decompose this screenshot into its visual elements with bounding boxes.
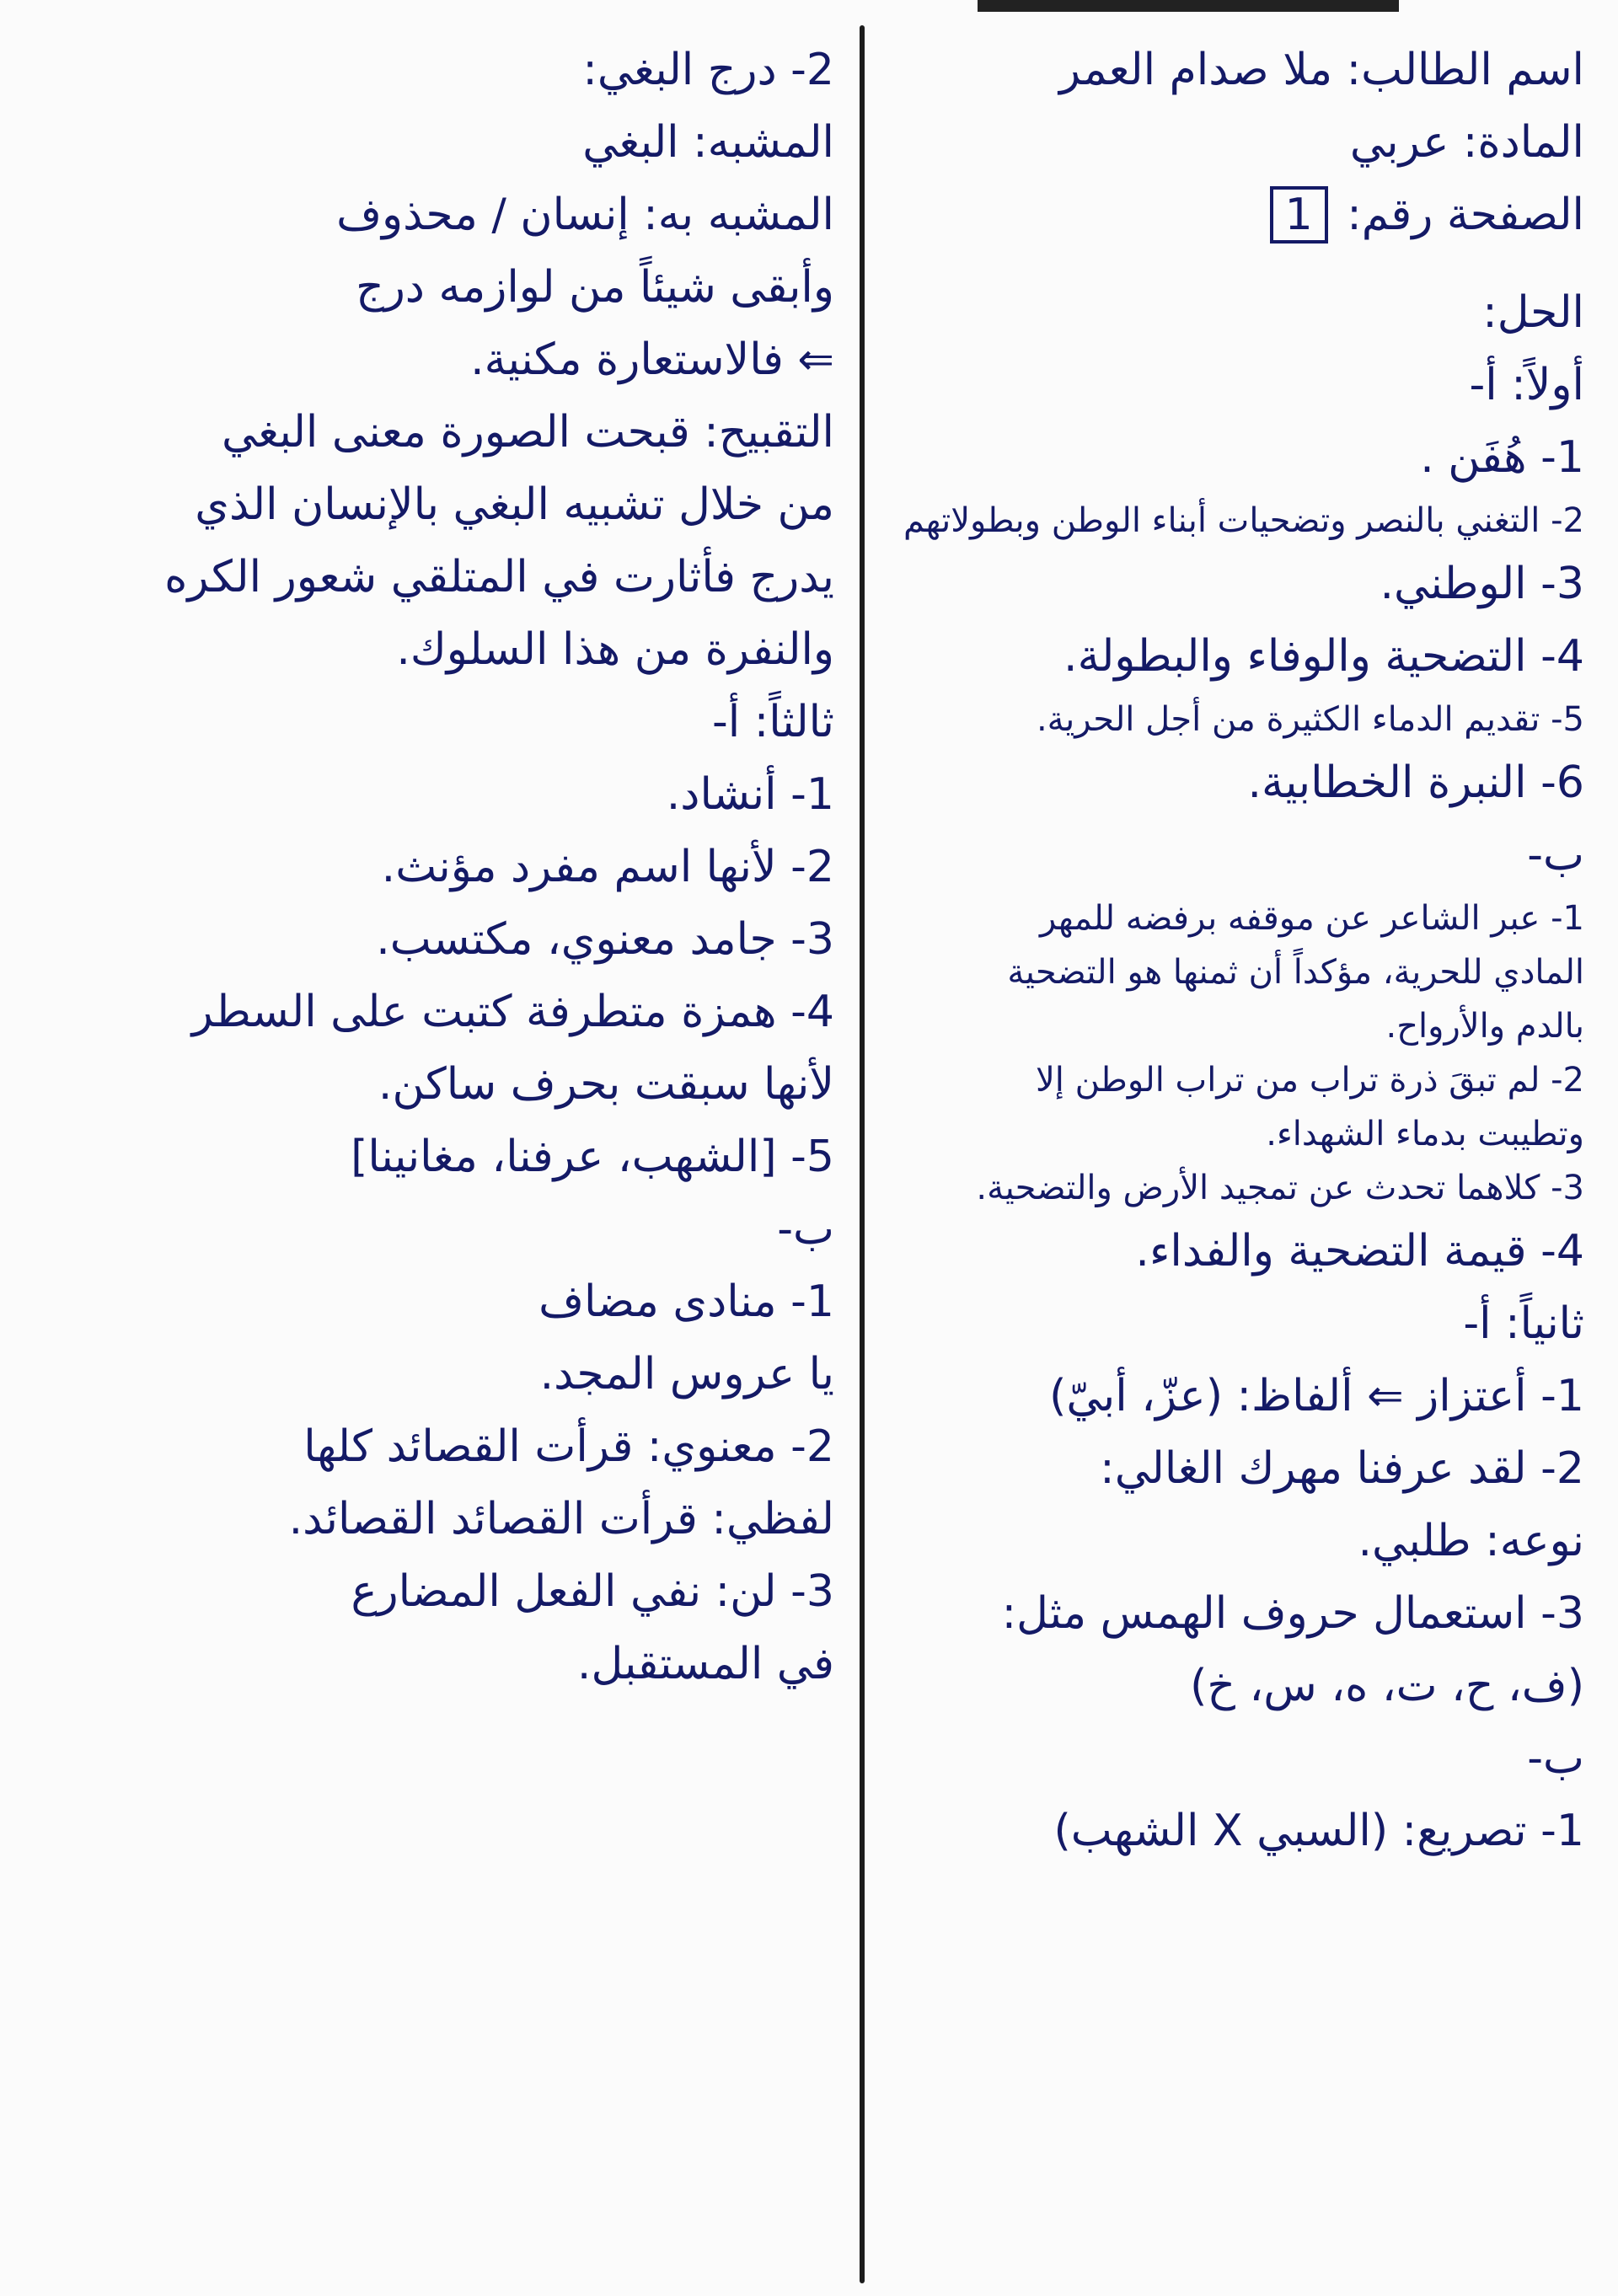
answer-line: 3- جامد معنوي، مكتسب. xyxy=(376,914,834,965)
answer-line: 2- لم تبقَ ذرة تراب من تراب الوطن إلا xyxy=(1035,1061,1584,1100)
page-number-box: 1 xyxy=(1270,186,1328,244)
answer-line: وأبقى شيئاً من لوازمه درج xyxy=(356,262,834,313)
answer-line: ب- xyxy=(1527,1733,1584,1784)
answer-line: نوعه: طلبي. xyxy=(1358,1516,1584,1566)
answer-line: 3- كلاهما تحدث عن تمجيد الأرض والتضحية. xyxy=(976,1169,1584,1207)
answer-line: 4- التضحية والوفاء والبطولة. xyxy=(1063,631,1584,682)
answer-line: يا عروس المجد. xyxy=(539,1349,834,1400)
answer-line: ثانياً: أ- xyxy=(1463,1298,1584,1349)
answer-line: 3- الوطني. xyxy=(1380,559,1584,609)
answer-line: 1- أعتزاز ⇐ ألفاظ: (عزّ، أبيّ) xyxy=(1049,1371,1584,1421)
answer-line: المشبه: البغي xyxy=(582,117,834,168)
answer-line: 4- همزة متطرفة كتبت على السطر xyxy=(191,987,834,1037)
answer-line: لفظي: قرأت القصائد القصائد. xyxy=(288,1494,834,1544)
right-column xyxy=(851,34,1584,1867)
answer-line: يدرج فأثارت في المتلقي شعور الكره xyxy=(164,552,834,602)
answer-line: 5- تقديم الدماء الكثيرة من أجل الحرية. xyxy=(1036,700,1584,739)
page-number-line xyxy=(851,179,1584,251)
answer-line: ب- xyxy=(1527,830,1584,880)
answer-line: 2- معنوي: قرأت القصائد كلها xyxy=(303,1421,834,1472)
scan-edge-bar xyxy=(978,0,1399,12)
answer-line: 5- [الشهب، عرفنا، مغانينا] xyxy=(351,1132,834,1182)
answer-line: الحل: xyxy=(1482,287,1584,338)
answer-line: 1- هُفَن . xyxy=(1420,432,1584,483)
answer-line: من خلال تشبيه البغي بالإنسان الذي xyxy=(195,479,834,530)
answer-line: 4- قيمة التضحية والفداء. xyxy=(1135,1226,1584,1276)
answer-line: 2- لقد عرفنا مهرك الغالي: xyxy=(1100,1443,1584,1494)
left-column xyxy=(34,34,834,1700)
answer-line: لأنها سبقت بحرف ساكن. xyxy=(378,1059,834,1110)
answer-line: بالدم والأرواح. xyxy=(1385,1007,1584,1046)
answer-line: ⇐ فالاستعارة مكنية. xyxy=(470,334,834,385)
answer-line: ب- xyxy=(777,1204,834,1255)
answer-line: (ف، ح، ت، ه، س، خ) xyxy=(1190,1661,1584,1711)
answer-line: 1- عبر الشاعر عن موقفه برفضه للمهر xyxy=(1039,899,1584,938)
answer-line: 6- النبرة الخطابية. xyxy=(1247,757,1584,808)
answer-line: 1- أنشاد. xyxy=(666,769,834,820)
answer-line: أولاً: أ- xyxy=(1469,360,1584,410)
answer-line: 3- استعمال حروف الهمس مثل: xyxy=(1001,1588,1584,1639)
spacer xyxy=(851,251,1584,276)
answer-line: 2- التغني بالنصر وتضحيات أبناء الوطن وبطولاتهم xyxy=(903,501,1584,540)
answer-line: المادي للحرية، مؤكداً أن ثمنها هو التضحية xyxy=(1007,953,1584,992)
answer-line: التقبيح: قبحت الصورة معنى البغي xyxy=(221,407,834,458)
subject-line: المادة: عربي xyxy=(1349,117,1584,168)
answer-line: 1- تصريع: (السبي X الشهب) xyxy=(1053,1806,1584,1856)
answer-line: 3- لن: نفي الفعل المضارع xyxy=(351,1566,834,1617)
answer-line: ثالثاً: أ- xyxy=(712,697,834,747)
answer-line: 1- منادى مضاف xyxy=(538,1276,834,1327)
answer-line: 2- درج البغي: xyxy=(582,45,834,95)
answer-line: في المستقبل. xyxy=(576,1639,834,1689)
page-label: الصفحة رقم: xyxy=(1347,190,1584,240)
answer-line: المشبه به: إنسان / محذوف xyxy=(336,190,834,240)
answer-line: 2- لأنها اسم مفرد مؤنث. xyxy=(381,842,834,892)
answer-line: والنفرة من هذا السلوك. xyxy=(396,624,834,675)
student-name-line: اسم الطالب: ملا صدام العمر xyxy=(1058,45,1584,95)
answer-line: وتطيبت بدماء الشهداء. xyxy=(1266,1115,1584,1153)
